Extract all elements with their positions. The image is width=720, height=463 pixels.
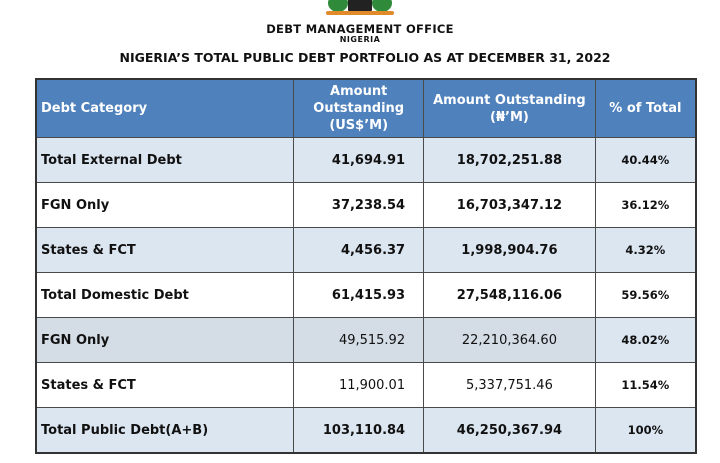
cell-pct: 48.02% [595,318,696,363]
cell-pct: 11.54% [595,363,696,408]
table-row [36,273,696,318]
column-header-usd-line2: Outstanding [313,101,405,116]
cell-usd: 11,900.01 [294,363,424,408]
cell-category: FGN Only [36,183,294,228]
table-row [36,228,696,273]
page-title: NIGERIA’S TOTAL PUBLIC DEBT PORTFOLIO AS AT DECEMBER 31, 2022 [119,50,611,65]
cell-category: States & FCT [36,228,294,273]
cell-usd: 4,456.37 [294,228,424,273]
coat-of-arms-icon [322,0,398,16]
cell-usd: 61,415.93 [294,273,424,318]
table-row [36,138,696,183]
cell-category: States & FCT [36,363,294,408]
cell-pct: 59.56% [595,273,696,318]
cell-pct: 100% [595,408,696,454]
column-header-ngn-line1: Amount Outstanding [433,92,586,108]
cell-usd: 37,238.54 [294,183,424,228]
cell-category: Total External Debt [36,138,294,183]
column-header-pct: % of Total [595,79,696,138]
cell-usd: 103,110.84 [294,408,424,454]
cell-pct: 4.32% [595,228,696,273]
column-header-category: Debt Category [36,79,294,138]
cell-ngn: 16,703,347.12 [424,183,596,228]
cell-usd: 49,515.92 [294,318,424,363]
country-name: NIGERIA [339,35,381,44]
column-header-usd-line1: Amount [330,84,388,99]
cell-ngn: 5,337,751.46 [424,363,596,408]
table-header-row [36,79,696,138]
table-row-total [36,408,696,454]
column-header-usd-line3: (US$’M) [329,118,389,133]
table-row [36,363,696,408]
cell-ngn: 46,250,367.94 [424,408,596,454]
table-row [36,318,696,363]
cell-category: Total Domestic Debt [36,273,294,318]
column-header-ngn-line2: (₦’M) [490,109,529,125]
cell-ngn: 27,548,116.06 [424,273,596,318]
debt-portfolio-table [35,78,697,454]
column-header-ngn [424,79,596,138]
cell-usd: 41,694.91 [294,138,424,183]
column-header-usd [294,79,424,138]
cell-category: Total Public Debt(A+B) [36,408,294,454]
cell-ngn: 1,998,904.76 [424,228,596,273]
cell-category: FGN Only [36,318,294,363]
cell-pct: 36.12% [595,183,696,228]
cell-ngn: 22,210,364.60 [424,318,596,363]
table-row [36,183,696,228]
cell-pct: 40.44% [595,138,696,183]
organization-name: DEBT MANAGEMENT OFFICE [266,22,454,36]
cell-ngn: 18,702,251.88 [424,138,596,183]
